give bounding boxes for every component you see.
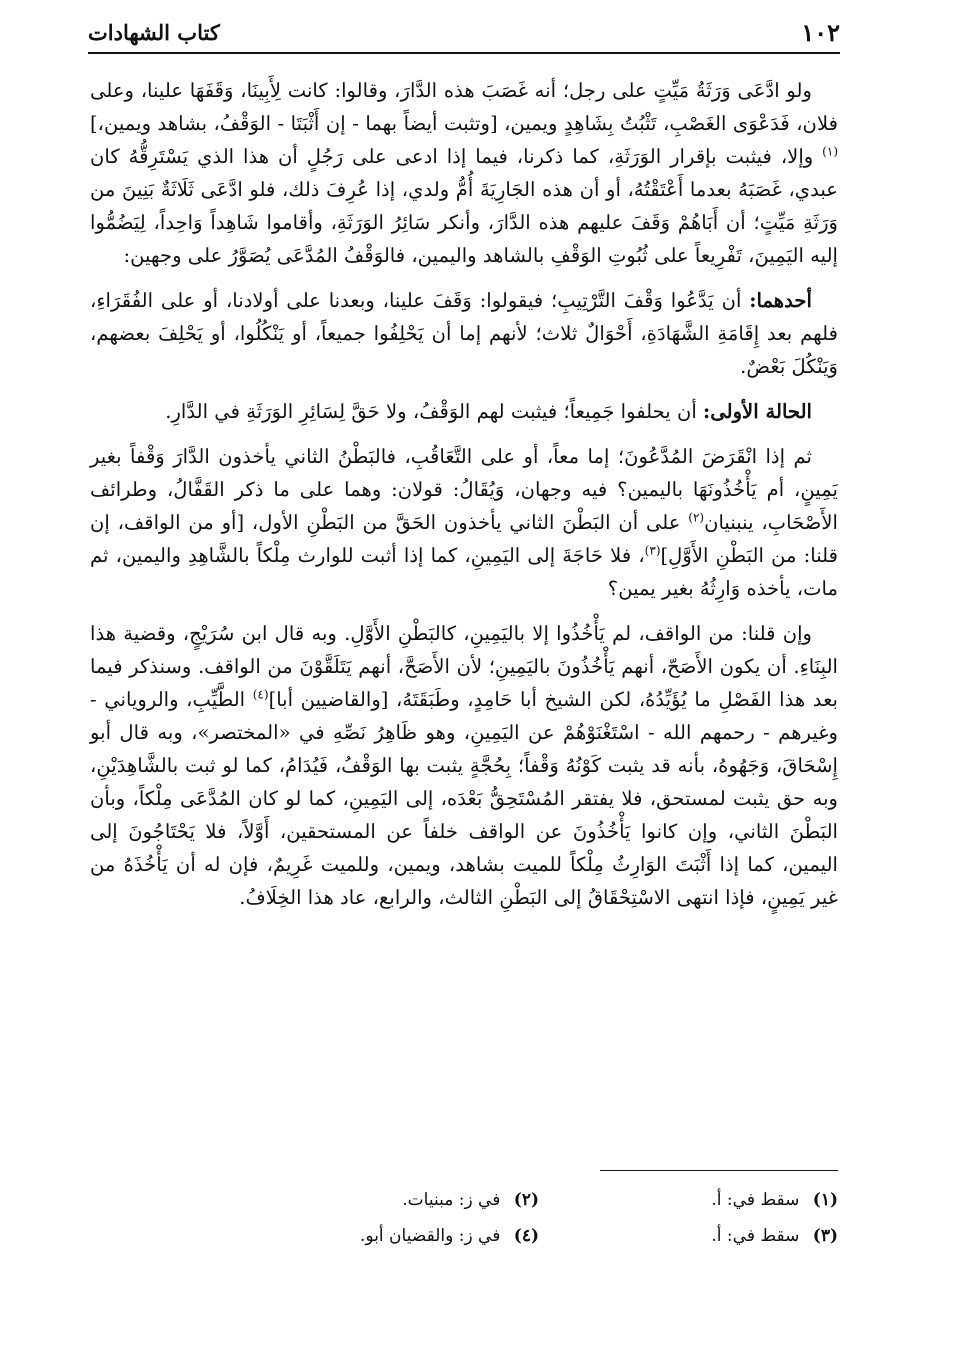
footnote-number: (١) bbox=[812, 1190, 838, 1210]
footnote-text: في ز: والقضيان أبو. bbox=[360, 1226, 501, 1246]
footnote-text: سقط في: أ. bbox=[711, 1190, 800, 1210]
paragraph-2-text: أن يَدَّعُوا وَقْفَ التَّرْتِيبِ؛ فيقولوا: وَقَفَ علينا، وبعدنا على أولادنا، أو على الفُقَرَاءِ، فلهم بعد إِقَامَةِ الشَّهَادَةِ، أَحْوَالٌ ثلاث؛ لأنهم إما أن يَحْلِفُوا جميعاً، أو يَنْكُلُوا، أو يَحْلِفَ بعضهم، وَيَنْكُلَ بَعْضٌ. bbox=[90, 289, 838, 378]
footnotes bbox=[240, 1182, 838, 1254]
paragraph-5-text-a: وإن قلنا: من الواقف، لم يَأْخُذُوا إلا باليَمِينِ، كالبَطْنِ الأَوَّلِ. وبه قال ابن سُرَيْجٍ، وقضية هذا البِنَاءِ. أن يكون الأَصَحّ، أنهم يَأْخُذُونَ باليَمِينِ؛ لأن الأَصَحَّ، أنهم يَتَلَقَّوْنَ من الواقف. وسنذكر فيما بعد هذا الفَصْلِ ما يُؤَيِّدُهُ، لكن الشيخ أبا حَامِدٍ، وطَبَقَتَهُ، [والقاضيين أبا] bbox=[90, 622, 838, 711]
footnote-text: في ز: مبنيات. bbox=[402, 1190, 501, 1210]
paragraph-1 bbox=[90, 74, 838, 272]
footnote-ref-1: (١) bbox=[822, 144, 838, 159]
paragraph-3-text: أن يحلفوا جَمِيعاً؛ فيثبت لهم الوَقْفُ، ولا حَقَّ لِسَائِرِ الوَرَثَةِ في الدَّارِ. bbox=[165, 400, 697, 423]
footnote-number: (٤) bbox=[513, 1226, 539, 1246]
paragraph-4 bbox=[90, 440, 838, 605]
main-text bbox=[90, 74, 838, 914]
page-number: ١٠٢ bbox=[801, 18, 840, 47]
footnote-row bbox=[240, 1182, 838, 1218]
footnote-4 bbox=[240, 1218, 539, 1254]
footnote-text: سقط في: أ. bbox=[711, 1226, 800, 1246]
footnote-ref-4: (٤) bbox=[252, 687, 269, 702]
page-header bbox=[88, 18, 840, 54]
book-title: كتاب الشهادات bbox=[88, 20, 220, 45]
paragraph-4-text-c: ، فلا حَاجَةَ إلى اليَمِينِ، كما إذا أثبت للوارث مِلْكاً بالشَّاهِدِ واليمين، ثم مات، يأخذه وَارِثُهُ بغير يمين؟ bbox=[90, 544, 838, 600]
footnote-3 bbox=[539, 1218, 838, 1254]
paragraph-3-lead: الحالة الأولى: bbox=[703, 400, 812, 423]
paragraph-2 bbox=[90, 284, 838, 383]
paragraph-2-lead: أحدهما: bbox=[749, 289, 812, 312]
paragraph-1-text-b: وإلا، فيثبت بإقرار الوَرَثَةِ، كما ذكرنا، فيما إذا ادعى على رَجُلٍ أن هذا الذي يَسْتَرِقُّهُ كان عبدي، غَصَبَهُ بعدما أَعْتَقْتُهُ، أو أن هذه الجَارِيَةَ أُمُّ ولدي، إذا عُرِفَ ذلك، فلو ادَّعَى ثَلَاثَةٌ بَنِينَ من وَرَثَةِ مَيِّتٍ؛ أن أَبَاهُمْ وَقَفَ عليهم هذه الدَّارَ، وأنكر سَائِرُ الوَرَثَةِ، وأقاموا شَاهِداً وَاحِداً، لِيَضُمُّوا إليه اليَمِينَ، تَفْرِيعاً على ثُبُوتِ الوَقْفِ بالشاهد واليمين، فالوَقْفُ المُدَّعَى يُصَوَّرُ على وجهين: bbox=[90, 145, 838, 267]
footnote-ref-3: (٣) bbox=[644, 543, 661, 558]
footnote-2 bbox=[240, 1182, 539, 1218]
footnote-ref-2: (٢) bbox=[688, 510, 705, 525]
paragraph-3 bbox=[90, 395, 838, 428]
paragraph-1-text-a: ولو ادَّعَى وَرَثَةُ مَيِّتٍ على رجل؛ أنه غَصَبَ هذه الدَّارَ، وقالوا: كانت لِأَبِينَا، وَقَفَهَا علينا، وعلى فلان، فَدَعْوَى الغَصْبِ، تَثْبُتُ بِشَاهِدٍ ويمين، [وتثبت أيضاً بهما - إن أَثْبَتَا - الوَقْفُ، بشاهد ويمين،] bbox=[90, 79, 838, 135]
footnote-divider bbox=[600, 1170, 838, 1171]
paragraph-4-text-a: ثم إذا انْقَرَضَ المُدَّعُونَ؛ إما معاً، أو على التَّعَاقُبِ، فالبَطْنُ الثاني يأخذون الدَّارَ وَقْفاً بغير يَمِينٍ، أم يَأْخُذُونَهَا باليمين؟ فيه وجهان، وَيُقَالُ: قولان: وهما على ما ذكر القَفَّالُ، وطرائف الأَصْحَابِ، ينبنيان bbox=[90, 445, 838, 534]
footnote-number: (٢) bbox=[513, 1190, 539, 1210]
footnote-row bbox=[240, 1218, 838, 1254]
footnote-1 bbox=[539, 1182, 838, 1218]
paragraph-5 bbox=[90, 617, 838, 914]
paragraph-4-text-b: على أن البَطْنَ الثاني يأخذون الحَقَّ من البَطْنِ الأول، [أو من الواقف، إن قلنا: من البَطْنِ الأَوَّلِ] bbox=[90, 511, 838, 567]
footnote-number: (٣) bbox=[812, 1226, 838, 1246]
paragraph-5-text-b: الطَّيِّبِ، والروياني - وغيرهم - رحمهم الله - اسْتَغْنَوْهُمْ عن اليَمِينِ، وهو ظَاهِرُ نَصِّهِ في «المختصر»، وبه قال أبو إِسْحَاقَ، وَجَهُوهُ، بأنه قد يثبت كَوْنُهُ وَقْفاً؛ بِحُجَّةٍ يثبت بها الوَقْفُ، فَيُدَامُ، كما لو ثبت بالشَّاهِدَيْنِ، وبه حق يثبت لمستحق، فلا يفتقر المُسْتَحِقُّ بَعْدَه، إلى اليَمِينِ، كما لو كان المُدَّعَى مِلْكاً، وبأن البَطْنَ الثاني، وإن كانوا يَأْخُذُونَ عن الواقف خلفاً عن المستحقين، أَوَّلاً، فلا يَحْتَاجُونَ إلى اليمين، كما إذا أَثْبَتَ الوَارِثُ مِلْكاً للميت بشاهد، ويمين، وللميت غَرِيمٌ، فإن له أن يَأْخُذَهُ من غير يَمِينٍ، فإذا انتهى الاسْتِحْقَاقُ إلى البَطْنِ الثالث، والرابع، عاد هذا الخِلَافُ. bbox=[90, 688, 838, 909]
